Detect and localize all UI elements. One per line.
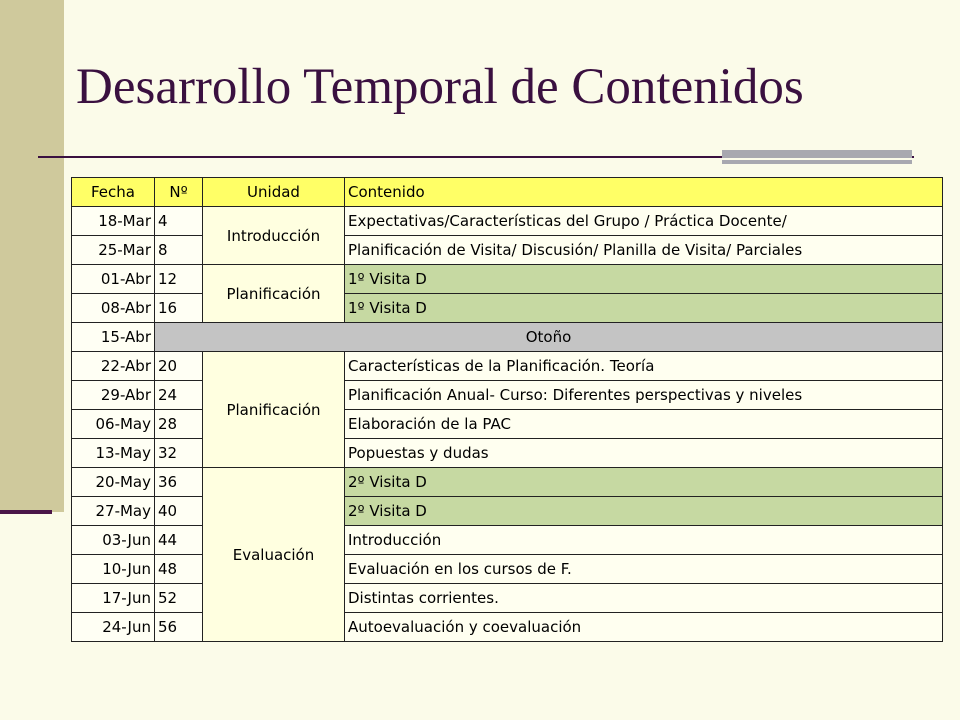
cell-num: 12 xyxy=(155,265,203,294)
cell-contenido: 1º Visita D xyxy=(345,265,943,294)
cell-num: 52 xyxy=(155,584,203,613)
cell-unidad-planificacion-2: Planificación xyxy=(203,352,345,468)
table-row xyxy=(72,526,943,555)
title-underline-accent-2 xyxy=(722,160,912,164)
table-row xyxy=(72,613,943,642)
cell-contenido: 1º Visita D xyxy=(345,294,943,323)
cell-num: 20 xyxy=(155,352,203,381)
table-row-break xyxy=(72,323,943,352)
cell-contenido: Autoevaluación y coevaluación xyxy=(345,613,943,642)
cell-num: 44 xyxy=(155,526,203,555)
table-row xyxy=(72,584,943,613)
cell-num: 36 xyxy=(155,468,203,497)
title-underline-accent xyxy=(722,150,912,158)
table-row xyxy=(72,352,943,381)
cell-fecha: 27-May xyxy=(72,497,155,526)
cell-break-otono: Otoño xyxy=(155,323,943,352)
cell-contenido: Planificación Anual- Curso: Diferentes perspectivas y niveles xyxy=(345,381,943,410)
table-row xyxy=(72,294,943,323)
cell-unidad-introduccion: Introducción xyxy=(203,207,345,265)
table-row xyxy=(72,555,943,584)
left-bar-accent-line xyxy=(0,510,52,514)
cell-fecha: 06-May xyxy=(72,410,155,439)
cell-contenido: Elaboración de la PAC xyxy=(345,410,943,439)
cell-contenido: 2º Visita D xyxy=(345,468,943,497)
schedule-table xyxy=(71,177,943,642)
header-unidad: Unidad xyxy=(203,178,345,207)
cell-fecha: 22-Abr xyxy=(72,352,155,381)
cell-fecha: 10-Jun xyxy=(72,555,155,584)
table-row xyxy=(72,265,943,294)
table-row xyxy=(72,381,943,410)
cell-fecha: 01-Abr xyxy=(72,265,155,294)
cell-fecha: 17-Jun xyxy=(72,584,155,613)
left-decorative-bar xyxy=(0,0,64,512)
cell-contenido: Características de la Planificación. Teoría xyxy=(345,352,943,381)
cell-fecha: 25-Mar xyxy=(72,236,155,265)
cell-num: 24 xyxy=(155,381,203,410)
table-row xyxy=(72,207,943,236)
table-row xyxy=(72,410,943,439)
cell-contenido: Evaluación en los cursos de F. xyxy=(345,555,943,584)
cell-fecha: 13-May xyxy=(72,439,155,468)
cell-num: 32 xyxy=(155,439,203,468)
table-row xyxy=(72,236,943,265)
cell-unidad-evaluacion: Evaluación xyxy=(203,468,345,642)
cell-contenido: Popuestas y dudas xyxy=(345,439,943,468)
cell-num: 48 xyxy=(155,555,203,584)
cell-fecha: 24-Jun xyxy=(72,613,155,642)
cell-num: 28 xyxy=(155,410,203,439)
cell-contenido: Introducción xyxy=(345,526,943,555)
cell-fecha: 08-Abr xyxy=(72,294,155,323)
cell-contenido: 2º Visita D xyxy=(345,497,943,526)
table-row xyxy=(72,468,943,497)
table-row xyxy=(72,439,943,468)
cell-num: 16 xyxy=(155,294,203,323)
table-header-row xyxy=(72,178,943,207)
cell-fecha: 29-Abr xyxy=(72,381,155,410)
table-row xyxy=(72,497,943,526)
cell-unidad-planificacion: Planificación xyxy=(203,265,345,323)
cell-fecha: 20-May xyxy=(72,468,155,497)
cell-fecha: 18-Mar xyxy=(72,207,155,236)
cell-num: 40 xyxy=(155,497,203,526)
cell-num: 56 xyxy=(155,613,203,642)
cell-contenido: Planificación de Visita/ Discusión/ Planilla de Visita/ Parciales xyxy=(345,236,943,265)
header-num: Nº xyxy=(155,178,203,207)
cell-contenido: Expectativas/Características del Grupo / Práctica Docente/ xyxy=(345,207,943,236)
slide-title: Desarrollo Temporal de Contenidos xyxy=(76,59,804,115)
cell-contenido: Distintas corrientes. xyxy=(345,584,943,613)
cell-num: 8 xyxy=(155,236,203,265)
cell-num: 4 xyxy=(155,207,203,236)
header-contenido: Contenido xyxy=(345,178,943,207)
cell-fecha: 03-Jun xyxy=(72,526,155,555)
cell-fecha: 15-Abr xyxy=(72,323,155,352)
header-fecha: Fecha xyxy=(72,178,155,207)
